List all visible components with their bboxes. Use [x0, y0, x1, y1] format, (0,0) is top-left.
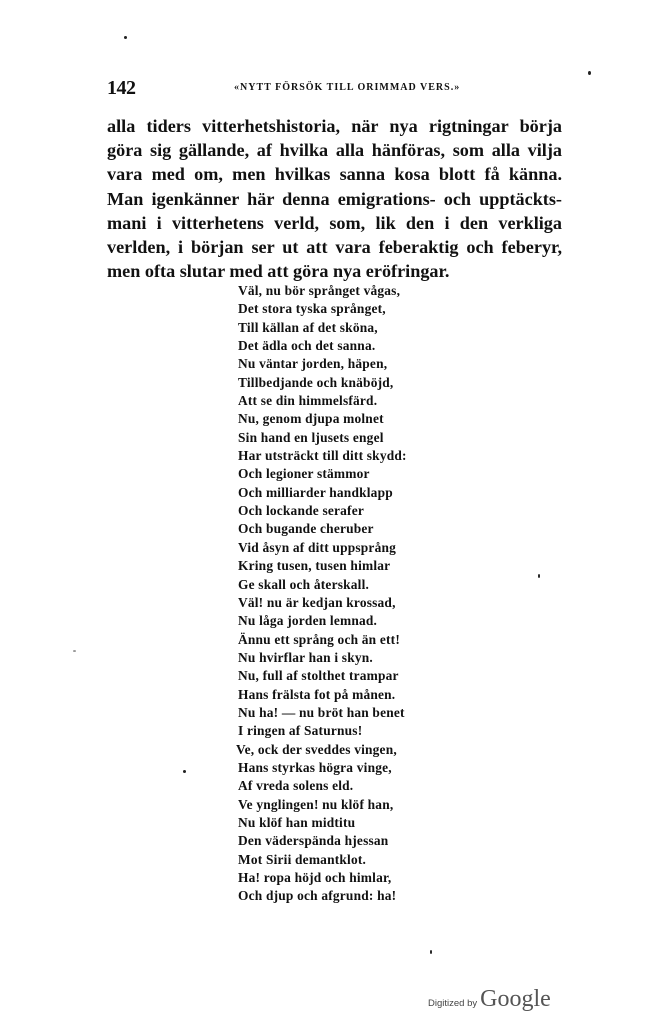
prose-line: verlden, i början ser ut att vara feberaktig och feberyr, — [107, 236, 562, 257]
watermark-prefix: Digitized by — [428, 998, 478, 1009]
poem-line: Och legioner stämmor — [238, 466, 370, 482]
scan-speck — [183, 770, 186, 773]
poem-line: Tillbedjande och knäböjd, — [238, 374, 394, 390]
poem-line: Hans styrkas högra vinge, — [238, 759, 392, 775]
scan-speck — [124, 36, 127, 39]
page-number: 142 — [107, 77, 136, 99]
poem-line: Vid åsyn af ditt uppsprång — [238, 539, 397, 555]
poem-line: Väl! nu är kedjan krossad, — [238, 594, 396, 610]
prose-line: alla tiders vitterhetshistoria, när nya rigtningar börja — [107, 116, 562, 136]
poem-line: Sin hand en ljusets engel — [238, 429, 384, 445]
prose-line: men ofta slutar med att göra nya eröfringar. — [107, 261, 450, 282]
prose-paragraph — [107, 114, 562, 283]
poem-line: Ve, ock der sveddes vingen, — [236, 741, 397, 757]
poem-line: Har utsträckt till ditt skydd: — [238, 448, 407, 464]
prose-line: mani i vitterhetens verld, som, lik den i den verkliga — [107, 212, 562, 233]
poem-line: Till källan af det sköna, — [238, 319, 378, 335]
poem-line: Nu låga jorden lemnad. — [238, 613, 378, 629]
poem-line: Det stora tyska språnget, — [238, 301, 386, 317]
scan-speck — [73, 650, 76, 652]
poem-line: Och lockande serafer — [238, 503, 364, 519]
poem-line: Hans frälsta fot på månen. — [238, 686, 396, 702]
poem-line: Af vreda solens eld. — [238, 778, 354, 794]
prose-line: göra sig gällande, af hvilka alla hänföras, som alla vilja — [107, 140, 562, 161]
poem-line: Och bugande cheruber — [238, 521, 374, 537]
poem-line: Nu klöf han midtitu — [238, 814, 356, 830]
poem-line: Att se din himmelsfärd. — [238, 393, 378, 409]
poem-line: Nu väntar jorden, häpen, — [238, 356, 388, 372]
poem-line: Ve ynglingen! nu klöf han, — [238, 796, 394, 812]
poem-line: Kring tusen, tusen himlar — [238, 558, 391, 574]
scan-speck — [430, 950, 432, 954]
poem-line: Nu, genom djupa molnet — [238, 411, 384, 427]
prose-line: Man igenkänner här denna emigrations- och upptäckts- — [107, 188, 562, 209]
poem-line: I ringen af Saturnus! — [238, 723, 363, 739]
poem-line: Nu ha! — nu bröt han benet — [238, 704, 405, 720]
prose-line: vara med om, men hvilkas sanna kosa blott få känna. — [107, 164, 562, 185]
scan-speck — [588, 71, 591, 75]
poem-line: Det ädla och det sanna. — [238, 338, 376, 354]
running-head — [107, 77, 567, 99]
poem-line: Mot Sirii demantklot. — [238, 851, 367, 867]
poem-line: Och djup och afgrund: ha! — [238, 888, 397, 904]
poem-line: Nu hvirflar han i skyn. — [238, 649, 373, 665]
poem-line: Väl, nu bör språnget vågas, — [238, 283, 401, 298]
running-head-title: «NYTT FÖRSÖK TILL ORIMMAD VERS.» — [234, 82, 461, 93]
google-logo: Google — [480, 986, 551, 1012]
poem-line: Ha! ropa höjd och himlar, — [238, 870, 392, 885]
poem-line: Ännu ett språng och än ett! — [238, 631, 401, 647]
poem-line: Ge skall och återskall. — [238, 576, 370, 592]
digitized-by-watermark — [428, 986, 551, 1013]
poem-line: Och milliarder handklapp — [238, 484, 393, 500]
poem-line: Nu, full af stolthet trampar — [238, 668, 399, 684]
scan-speck — [538, 574, 540, 578]
poem — [238, 282, 407, 906]
poem-line: Den väderspända hjessan — [238, 833, 389, 849]
